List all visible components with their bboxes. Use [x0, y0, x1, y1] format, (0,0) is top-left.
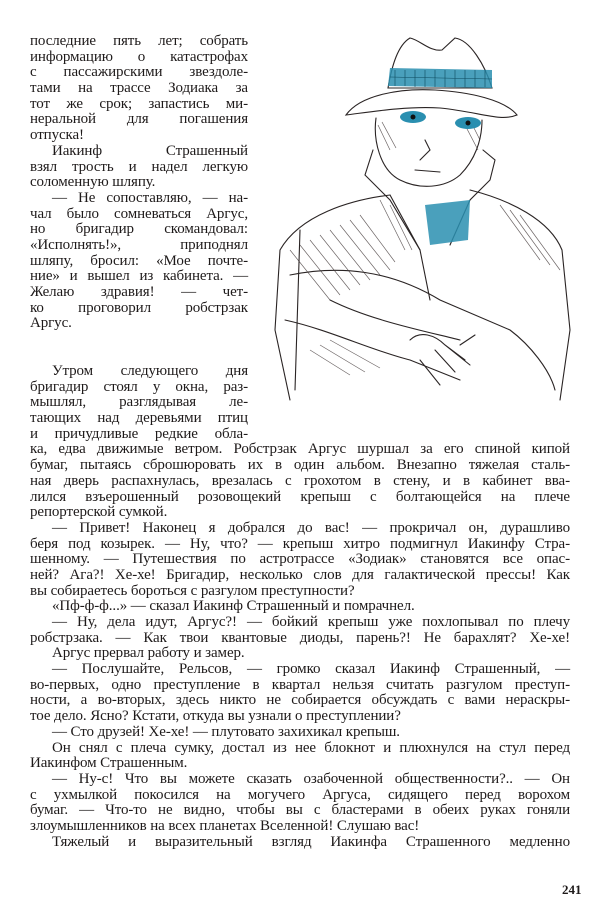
- text-line: Иакинфом Страшенным.: [30, 755, 188, 772]
- text-line: тот же срок; запастись ми-: [30, 95, 248, 112]
- text-line: взял трость и надел легкую: [30, 158, 248, 175]
- text-line: информацию о катастрофах: [30, 48, 248, 65]
- text-line: Аргус прервал работу и замер.: [52, 645, 245, 662]
- text-line: Он снял с плеча сумку, достал из нее блокнот и плюхнулся на стул перед: [52, 739, 570, 756]
- text-line: — Не сопоставляю, — на-: [52, 189, 248, 206]
- text-line: во-первых, одно преступление в квартал нельзя считать разгулом преступ-: [30, 676, 570, 693]
- text-line: злоумышленников на всех планетах Вселенной! Слушаю вас!: [30, 817, 420, 834]
- text-line: бумаг, пытаясь сброшюровать их в один альбом. Внезапно тяжелая сталь-: [30, 457, 570, 474]
- text-line: ности, а во-вторых, здесь никто не собирается обсуждать с вами нераскры-: [30, 692, 570, 709]
- scarf: [425, 200, 470, 245]
- text-line: ная дверь распахнулась, врезалась с грохотом в стену, и в кабинет вва-: [30, 472, 570, 489]
- crossed-arms: [285, 270, 555, 390]
- coat-outline: [275, 190, 570, 400]
- text-line: — Ну, дела идут, Аргус?! — бойкий крепыш уже похлопывал по плечу: [52, 614, 570, 630]
- hat-brim: [346, 90, 517, 118]
- cigarette: [460, 335, 475, 345]
- text-line: беря под козырек. — Ну, что? — крепыш хитро подмигнул Иакинфу Стра-: [30, 535, 570, 552]
- left-column-text: [30, 34, 248, 332]
- text-line: Тяжелый и выразительный взгляд Иакинфа Страшенного медленно: [52, 833, 570, 850]
- text-line: Аргус.: [30, 315, 72, 332]
- text-line: Иакинф Страшенный: [52, 142, 248, 159]
- text-line: шенному. — Путешествия по астротрассе «Зодиак» становятся все опас-: [30, 551, 570, 568]
- text-line: последние пять лет; собрать: [30, 33, 248, 49]
- hand: [410, 335, 470, 385]
- text-line: шляпу, бросил: «Мое почте-: [30, 252, 248, 269]
- text-line: тое дело. Ясно? Кстати, откуда вы узнали о преступлении?: [30, 708, 401, 725]
- text-line: ко проговорил робстрзак: [30, 299, 248, 316]
- text-line: «Исполнять!», приподнял: [30, 236, 248, 253]
- text-line: — Сто друзей! Хе-хе! — плутовато захихикал крепыш.: [52, 723, 400, 740]
- text-line: и причудливые редкие обла-: [30, 425, 248, 442]
- text-line: ней? Ага?! Хе-хе! Бригадир, несколько слов для галактической прессы! Как: [30, 566, 570, 583]
- text-line: ка, едва движимые ветром. Робстрзак Аргус шуршал за его спиной кипой: [30, 441, 570, 458]
- text-line: мышлял, разглядывая ле-: [30, 394, 248, 411]
- text-line: — Послушайте, Рельсов, — громко сказал Иакинф Страшенный, —: [52, 661, 570, 678]
- text-line: «Пф-ф-ф...» — сказал Иакинф Страшенный и помрачнел.: [52, 598, 415, 615]
- text-line: с ухмылкой покосился на могучего Аргуса, сидящего перед ворохом: [30, 786, 570, 803]
- text-line: — Привет! Наконец я добрался до вас! — прокричал он, дурашливо: [52, 519, 570, 536]
- text-line: неральной для погашения: [30, 111, 248, 128]
- text-line: Желаю здравия! — чет-: [30, 284, 248, 300]
- text-line: бригадир стоял у окна, раз-: [30, 378, 248, 395]
- text-line: репортерской сумкой.: [30, 504, 168, 521]
- text-line: бумаг. — Что-то не видно, чтобы вы с бластерами в обеих руках гоняли: [30, 802, 570, 819]
- text-line: отпуска!: [30, 127, 84, 144]
- main-text: [30, 364, 570, 850]
- text-line: с пассажирскими звездоле-: [30, 64, 248, 81]
- page-number: 241: [562, 882, 582, 897]
- text-line: лился взъерошенный розовощекий крепыш с болтающейся на плече: [30, 488, 570, 505]
- text-line: робстрзака. — Как твои квантовые диоды, парень?! Не барахлят? Хе-хе!: [30, 629, 570, 646]
- text-line: но бригадир скомандовал:: [30, 221, 248, 238]
- text-line: — Ну-с! Что вы можете сказать озабоченной общественности?.. — Он: [52, 770, 570, 787]
- text-line: Утром следующего дня: [52, 363, 248, 379]
- text-line: соломенную шляпу.: [30, 174, 156, 191]
- text-line: ние» и вышел из кабинета. —: [30, 268, 248, 285]
- text-line: вы собираетесь бороться с разгулом преступности?: [30, 582, 355, 599]
- text-line: тающих над деревьями птиц: [30, 410, 248, 427]
- detective-illustration: [270, 0, 600, 420]
- text-line: тами на трассе Зодиака за: [30, 80, 248, 97]
- text-line: чал было сомневаться Аргус,: [30, 205, 248, 222]
